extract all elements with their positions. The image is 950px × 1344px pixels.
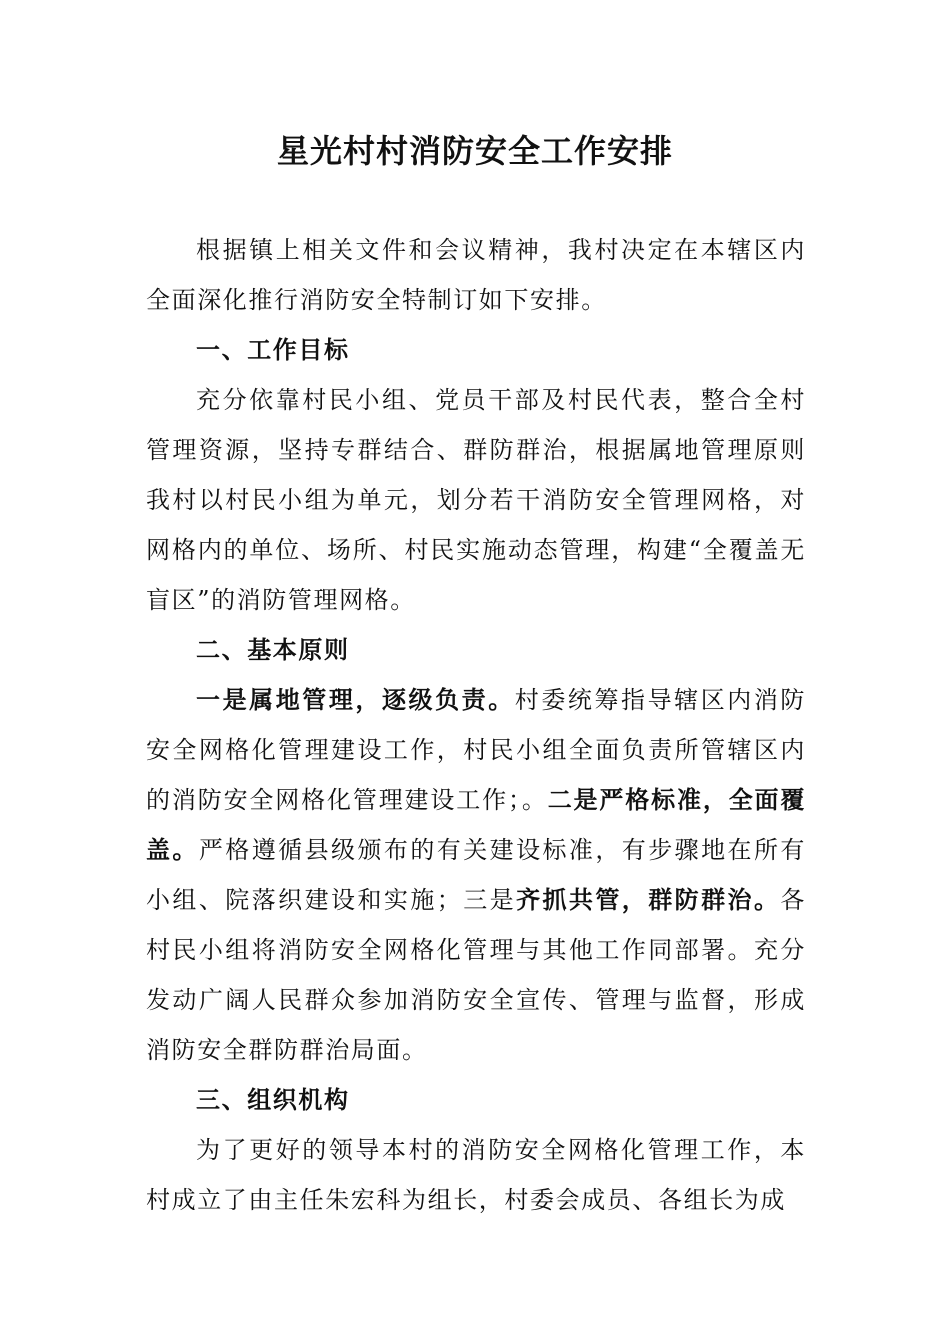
principle-1-text: 村委统筹指导辖区内消防安全网格化管理建设工作，村民小组全面负责所管辖区内的消防安全网格化管理建设工作；。 xyxy=(146,686,806,814)
document-body xyxy=(146,225,806,1225)
principle-2-text: 严格遵循县级颁布的有关建设标准，有步骤地在所有小组、院落织建设和实施；三是 xyxy=(146,836,806,914)
goals-paragraph: 充分依靠村民小组、党员干部及村民代表，整合全村管理资源，坚持专群结合、群防群治，根据属地管理原则我村以村民小组为单元，划分若干消防安全管理网格，对网格内的单位、场所、村民实施动态管理，构建“全覆盖无盲区”的消防管理网格。 xyxy=(146,386,806,614)
section-heading-goals: 一、工作目标 xyxy=(196,336,350,364)
intro-paragraph: 根据镇上相关文件和会议精神，我村决定在本辖区内全面深化推行消防安全特制订如下安排。 xyxy=(146,236,806,314)
principle-2-title: 二是严格标准，全面覆盖。 xyxy=(146,786,807,864)
principles-paragraph xyxy=(146,675,806,1075)
principle-3-text: 各村民小组将消防安全网格化管理与其他工作同部署。充分发动广阔人民群众参加消防安全宣传、管理与监督，形成消防安全群防群治局面。 xyxy=(146,886,806,1064)
section-heading-organization: 三、组织机构 xyxy=(196,1086,350,1114)
principle-3-title: 齐抓共管，群防群治。 xyxy=(516,886,781,914)
principle-1-title: 一是属地管理，逐级负责。 xyxy=(196,686,515,714)
section-heading-principles: 二、基本原则 xyxy=(196,636,350,664)
organization-paragraph: 为了更好的领导本村的消防安全网格化管理工作，本村成立了由主任朱宏科为组长，村委会成员、各组长为成 xyxy=(146,1136,806,1214)
document-title: 星光村村消防安全工作安排 xyxy=(276,132,673,170)
